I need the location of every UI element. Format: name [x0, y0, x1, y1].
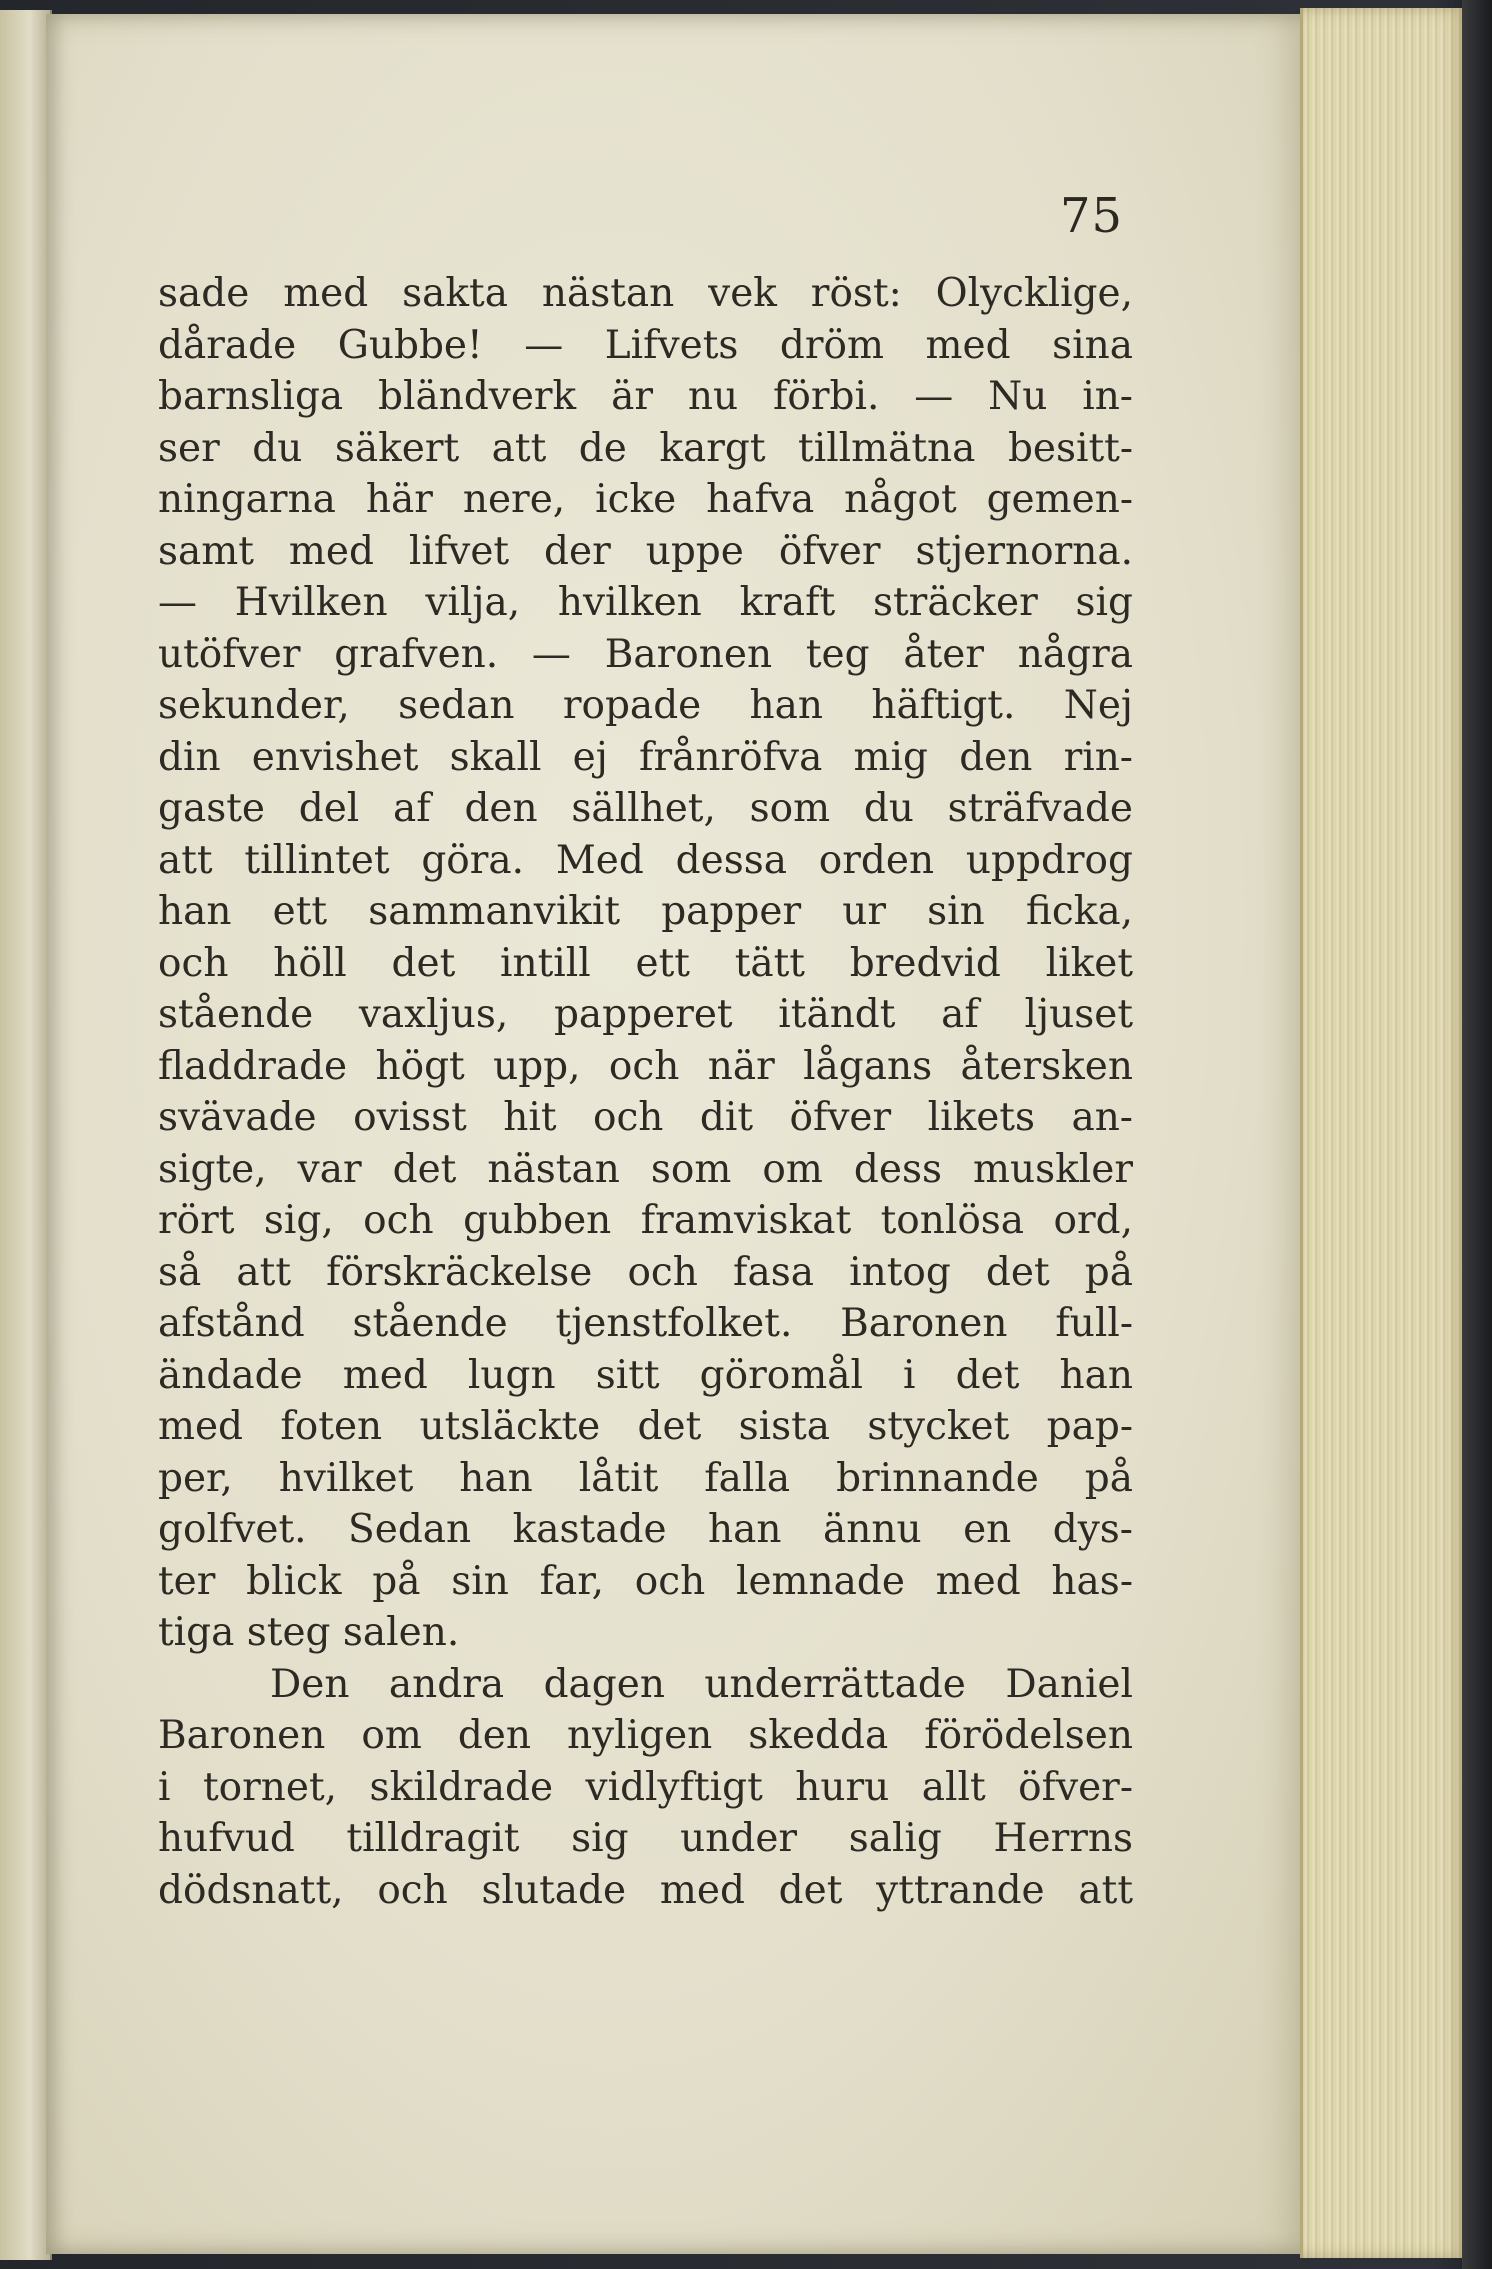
text-line: så att förskräckelse och fasa intog det på: [158, 1249, 1133, 1295]
text-line: tiga steg salen.: [158, 1610, 460, 1655]
text-line: dödsnatt, och slutade med det yttrande att: [158, 1867, 1133, 1913]
previous-page-edge: [0, 10, 52, 2260]
text-line: sigte, var det nästan som om dess muskler: [158, 1146, 1133, 1192]
text-line: gaste del af den sällhet, som du sträfvade: [158, 786, 1133, 831]
text-line: och höll det intill ett tätt bredvid liket: [158, 940, 1133, 986]
text-line: rört sig, och gubben framviskat tonlösa ord,: [158, 1198, 1133, 1243]
page-number: 75: [1060, 188, 1124, 244]
text-line: samt med lifvet der uppe öfver stjernorna.: [158, 528, 1133, 574]
text-line: sekunder, sedan ropade han häftigt. Nej: [158, 683, 1133, 728]
text-line: sade med sakta nästan vek röst: Olycklige,: [158, 271, 1133, 316]
text-line: fladdrade högt upp, och när lågans återsken: [158, 1043, 1133, 1089]
text-line: med foten utsläckte det sista stycket pap-: [158, 1404, 1133, 1449]
text-line: ändade med lugn sitt göromål i det han: [158, 1352, 1133, 1398]
text-line: barnsliga bländverk är nu förbi. — Nu in-: [158, 374, 1133, 419]
text-line: hufvud tilldragit sig under salig Herrns: [158, 1816, 1133, 1861]
text-line: svävade ovisst hit och dit öfver likets an-: [158, 1095, 1133, 1140]
text-line: Baronen om den nyligen skedda förödelsen: [158, 1713, 1133, 1758]
text-line: ningarna här nere, icke hafva något gemen-: [158, 477, 1133, 522]
page-fore-edge: [1300, 8, 1468, 2258]
text-line: afstånd stående tjenstfolket. Baronen full-: [158, 1301, 1133, 1346]
text-line: din envishet skall ej frånröfva mig den rin-: [158, 734, 1133, 780]
text-line: ter blick på sin far, och lemnade med has-: [158, 1558, 1133, 1604]
text-line: utöfver grafven. — Baronen teg åter några: [158, 631, 1133, 677]
body-text: [158, 268, 1133, 1916]
book-cover-edge: [1462, 0, 1492, 2269]
text-line: han ett sammanvikit papper ur sin ficka,: [158, 889, 1133, 934]
text-line: Den andra dagen underrättade Daniel: [270, 1661, 1133, 1707]
text-line: att tillintet göra. Med dessa orden uppdrog: [158, 837, 1133, 883]
text-line: ser du säkert att de kargt tillmätna besitt-: [158, 425, 1133, 471]
text-line: stående vaxljus, papperet itändt af ljuset: [158, 992, 1133, 1037]
text-line: dårade Gubbe! — Lifvets dröm med sina: [158, 322, 1133, 368]
text-line: — Hvilken vilja, hvilken kraft sträcker sig: [158, 580, 1133, 625]
text-line: i tornet, skildrade vidlyftigt huru allt öfver-: [158, 1764, 1133, 1810]
text-line: golfvet. Sedan kastade han ännu en dys-: [158, 1507, 1133, 1552]
text-line: per, hvilket han låtit falla brinnande på: [158, 1455, 1133, 1501]
